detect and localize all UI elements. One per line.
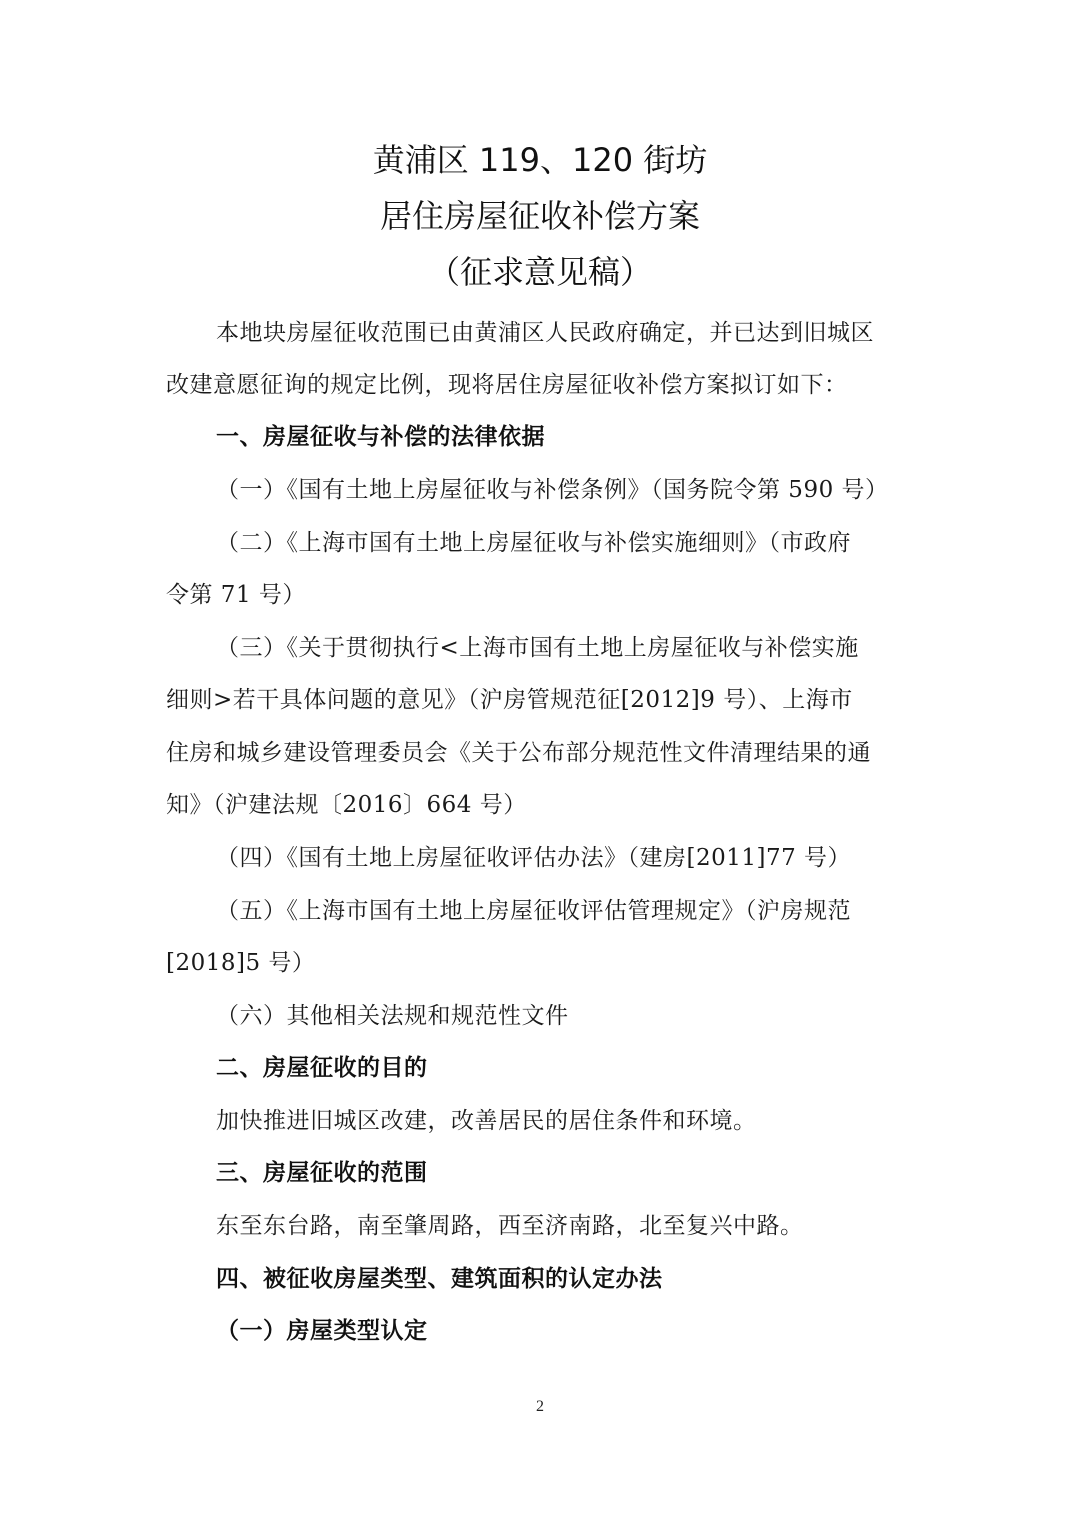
document-title-line-3: （征求意见稿）: [427, 253, 652, 291]
intro-line-1: 本地块房屋征收范围已由黄浦区人民政府确定，并已达到旧城区: [216, 320, 874, 346]
section-1-item-2-line-2: 令第 71 号）: [166, 582, 306, 608]
document-title-line-2: 居住房屋征收补偿方案: [379, 197, 700, 235]
document-title-line-1: 黄浦区 119、120 街坊: [372, 141, 708, 179]
section-1-heading: 一、房屋征收与补偿的法律依据: [216, 424, 545, 450]
section-1-item-3-line-2: 细则>若干具体问题的意见》（沪房管规范征[2012]9 号）、上海市: [166, 687, 853, 713]
section-3-heading: 三、房屋征收的范围: [216, 1160, 428, 1186]
section-1-item-5-line-2: [2018]5 号）: [166, 950, 316, 976]
section-1-item-5-line-1: （五）《上海市国有土地上房屋征收评估管理规定》（沪房规范: [216, 898, 851, 924]
section-2-text: 加快推进旧城区改建，改善居民的居住条件和环境。: [216, 1108, 757, 1134]
section-1-item-4: （四）《国有土地上房屋征收评估办法》（建房[2011]77 号）: [216, 845, 852, 871]
section-4-subheading-1: （一）房屋类型认定: [216, 1318, 428, 1344]
section-2-heading: 二、房屋征收的目的: [216, 1055, 428, 1081]
page-number: 2: [536, 1398, 544, 1415]
intro-line-2: 改建意愿征询的规定比例，现将居住房屋征收补偿方案拟订如下：: [166, 372, 848, 398]
section-1-item-3-line-1: （三）《关于贯彻执行<上海市国有土地上房屋征收与补偿实施: [216, 635, 859, 661]
section-4-heading: 四、被征收房屋类型、建筑面积的认定办法: [216, 1266, 663, 1292]
section-1-item-3-line-4: 知》（沪建法规〔2016〕664 号）: [166, 792, 527, 818]
section-1-item-2-line-1: （二）《上海市国有土地上房屋征收与补偿实施细则》（市政府: [216, 530, 851, 556]
section-1-item-6: （六）其他相关法规和规范性文件: [216, 1003, 569, 1029]
section-1-item-3-line-3: 住房和城乡建设管理委员会《关于公布部分规范性文件清理结果的通: [166, 740, 871, 766]
section-3-text: 东至东台路，南至肇周路，西至济南路，北至复兴中路。: [216, 1213, 804, 1239]
section-1-item-1: （一）《国有土地上房屋征收与补偿条例》（国务院令第 590 号）: [216, 477, 889, 503]
